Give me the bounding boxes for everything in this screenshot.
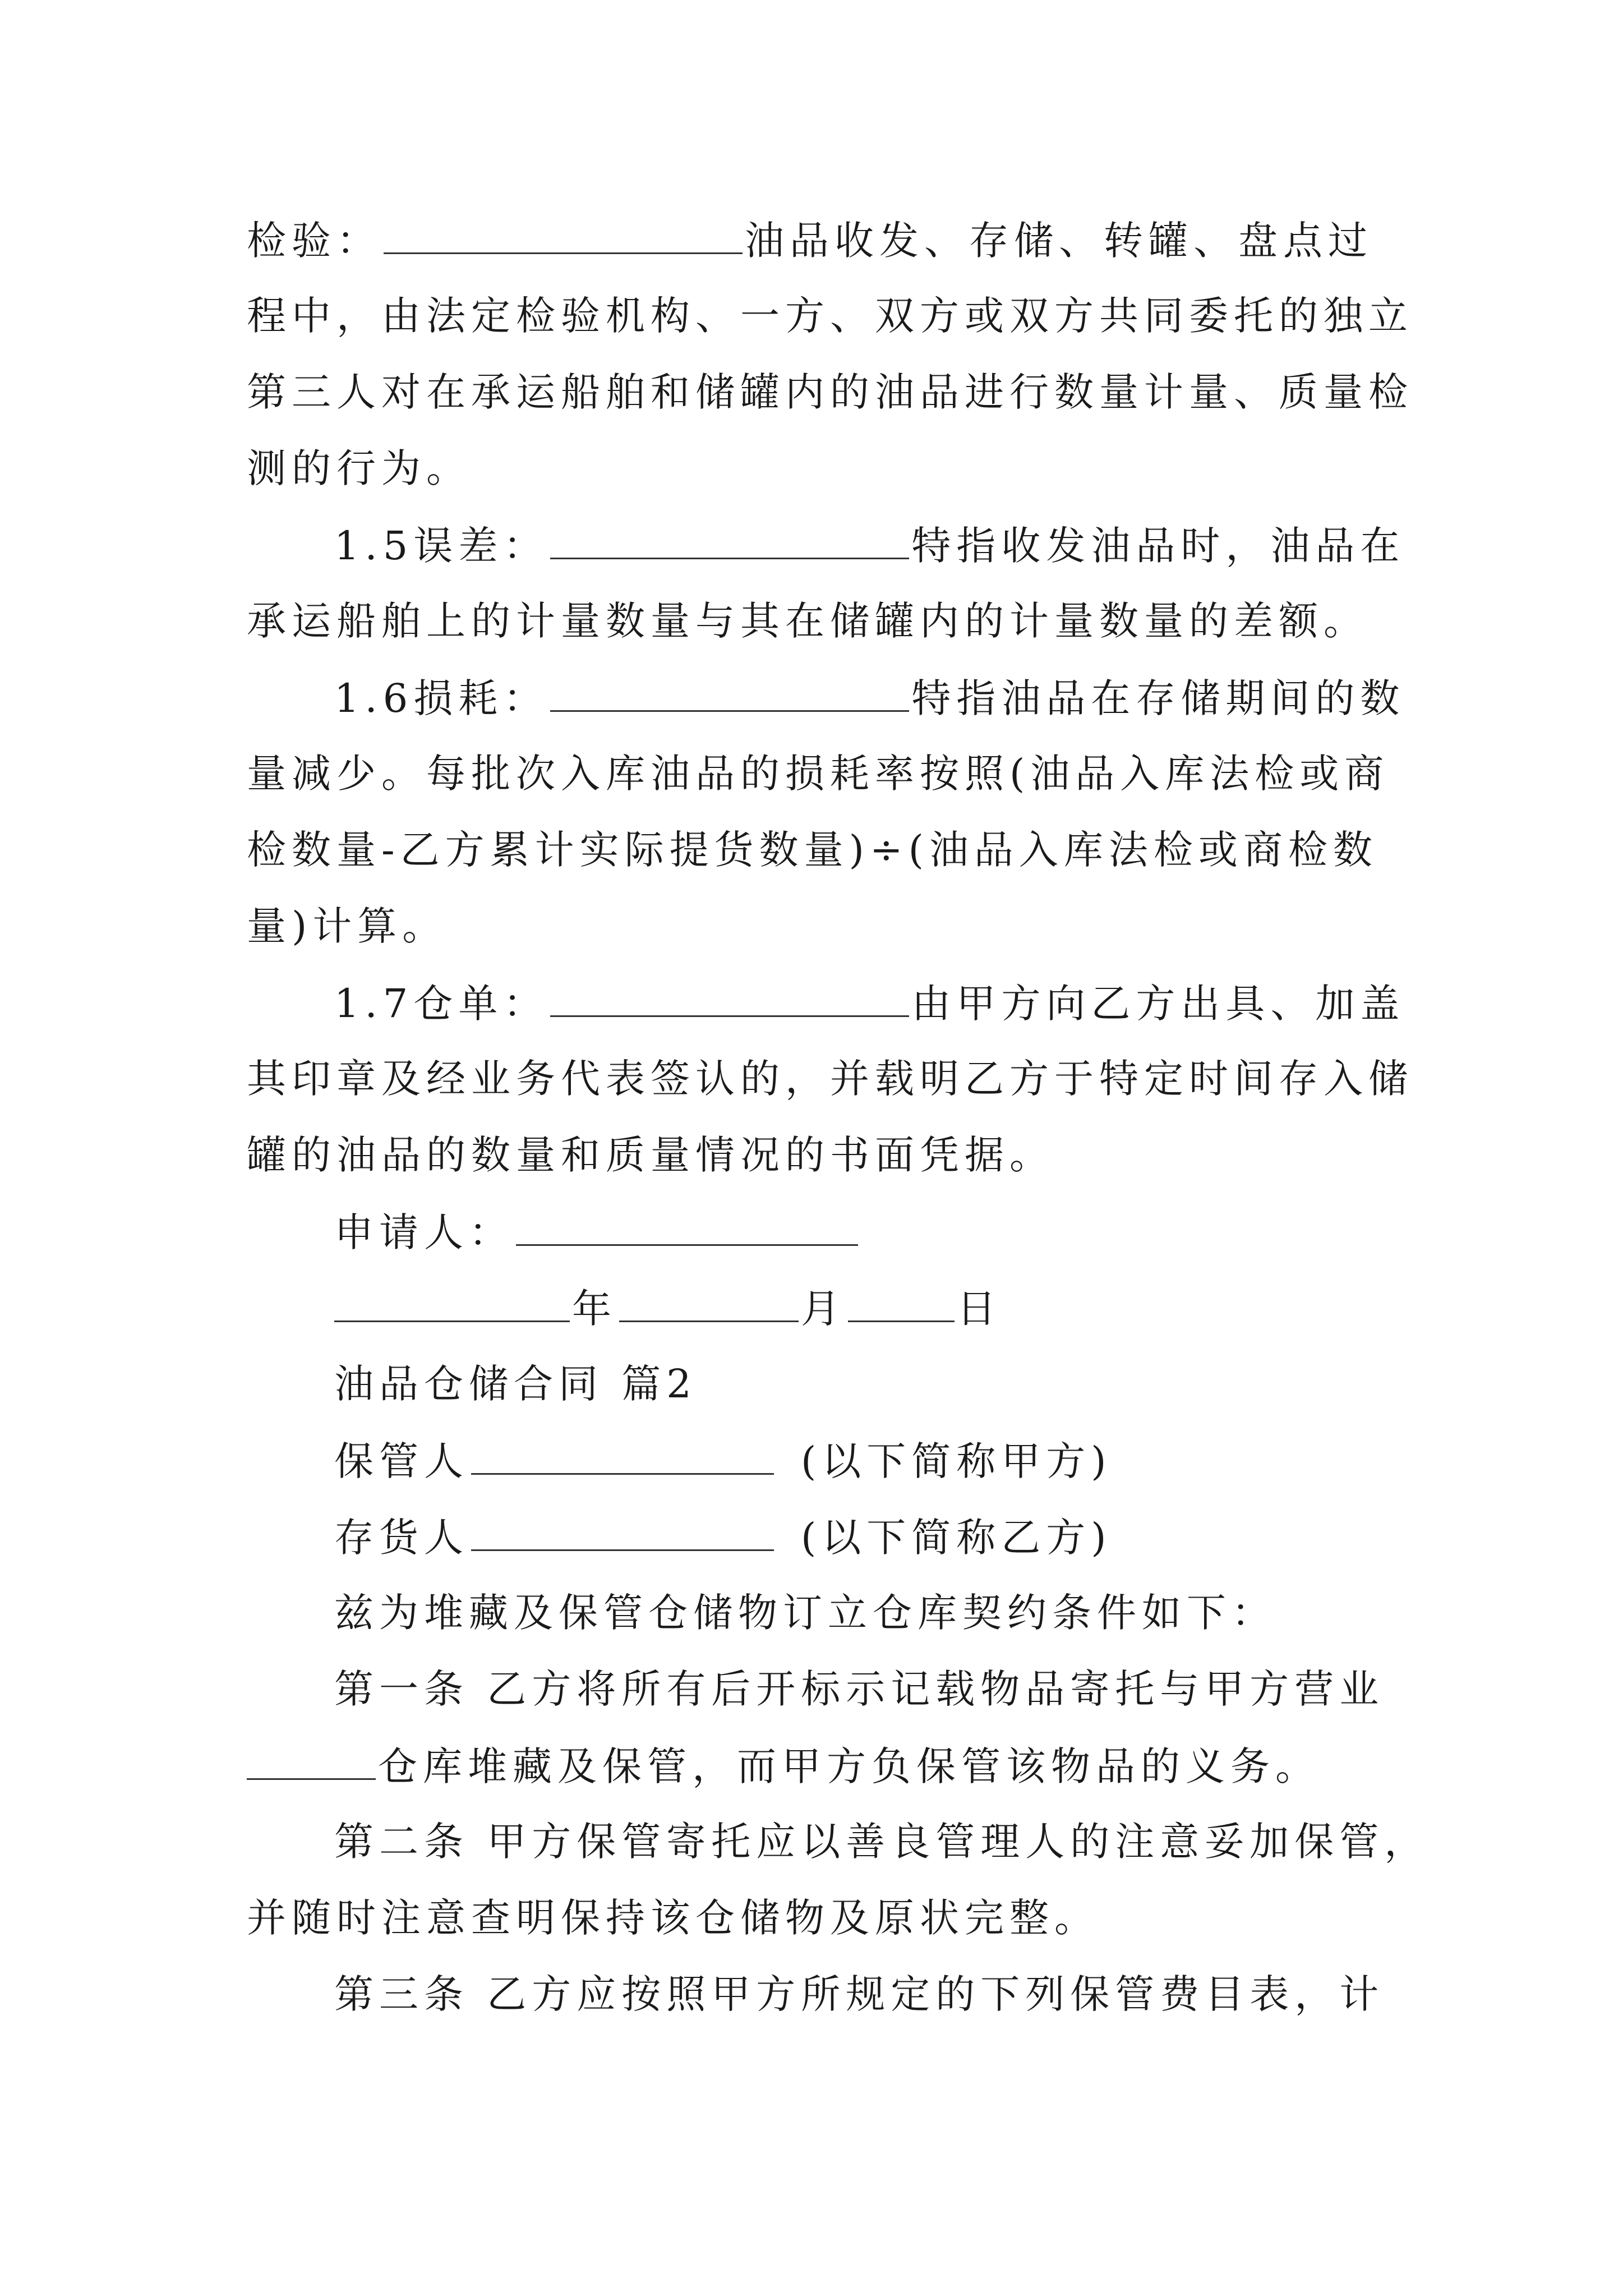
definition-inspection-line-3: 第三人对在承运船舶和储罐内的油品进行数量计量、质量检 bbox=[247, 369, 1413, 415]
month-field[interactable] bbox=[619, 1288, 799, 1322]
article-1-line-1: 第一条 乙方将所有后开标示记载物品寄托与甲方营业 bbox=[334, 1666, 1385, 1712]
clause-number: 1.6 bbox=[334, 675, 414, 721]
article-2-line-2: 并随时注意查明保持该仓储物及原状完整。 bbox=[247, 1895, 1099, 1941]
month-label: 月 bbox=[801, 1286, 846, 1332]
article-3-line-1: 第三条 乙方应按照甲方所规定的下列保管费目表，计 bbox=[334, 1971, 1385, 2017]
custodian-name-field[interactable] bbox=[471, 1441, 774, 1475]
custodian-line bbox=[334, 1438, 1112, 1484]
definition-error-line-1 bbox=[334, 523, 1405, 569]
depositor-name-field[interactable] bbox=[471, 1517, 774, 1551]
fill-in-blank[interactable] bbox=[247, 1746, 376, 1780]
applicant-label: 申请人： bbox=[334, 1209, 514, 1255]
definition-error-line-2: 承运船舶上的计量数量与其在储罐内的计量数量的差额。 bbox=[247, 598, 1368, 644]
definition-receipt-line-3: 罐的油品的数量和质量情况的书面凭据。 bbox=[247, 1132, 1054, 1178]
definition-text: 油品收发、存储、转罐、盘点过 bbox=[745, 218, 1373, 264]
depositor-note: (以下简称乙方) bbox=[801, 1515, 1112, 1561]
fill-in-blank[interactable] bbox=[550, 678, 909, 712]
applicant-line bbox=[334, 1209, 860, 1255]
depositor-line bbox=[334, 1515, 1112, 1561]
clause-number: 1.5 bbox=[334, 523, 414, 569]
fill-in-blank[interactable] bbox=[550, 983, 909, 1017]
year-field[interactable] bbox=[334, 1288, 570, 1322]
definition-loss-line-3: 检数量-乙方累计实际提货数量)÷(油品入库法检或商检数 bbox=[247, 827, 1378, 873]
fill-in-blank[interactable] bbox=[384, 220, 743, 254]
depositor-label: 存货人 bbox=[334, 1515, 469, 1561]
applicant-signature-field[interactable] bbox=[516, 1212, 858, 1246]
definition-inspection-line-2: 程中，由法定检验机构、一方、双方或双方共同委托的独立 bbox=[247, 293, 1413, 339]
definition-receipt-line-1 bbox=[334, 981, 1405, 1027]
definition-term: 损耗： bbox=[413, 675, 548, 721]
definition-loss-line-1 bbox=[334, 675, 1405, 721]
clause-number: 1.7 bbox=[334, 981, 414, 1027]
definition-term: 检验： bbox=[247, 218, 381, 264]
definition-text: 特指油品在存储期间的数 bbox=[911, 675, 1405, 721]
definition-inspection-line-4: 测的行为。 bbox=[247, 445, 471, 491]
day-label: 日 bbox=[957, 1286, 1002, 1332]
custodian-label: 保管人 bbox=[334, 1438, 469, 1484]
definition-receipt-line-2: 其印章及经业务代表签认的，并载明乙方于特定时间存入储 bbox=[247, 1056, 1413, 1102]
day-field[interactable] bbox=[848, 1288, 955, 1322]
definition-loss-line-2: 量减少。每批次入库油品的损耗率按照(油品入库法检或商 bbox=[247, 751, 1390, 797]
fill-in-blank[interactable] bbox=[550, 525, 909, 559]
custodian-note: (以下简称甲方) bbox=[801, 1438, 1112, 1484]
contract-intro: 兹为堆藏及保管仓储物订立仓库契约条件如下： bbox=[334, 1590, 1276, 1636]
definition-text: 由甲方向乙方出具、加盖 bbox=[911, 981, 1405, 1027]
article-text: 仓库堆藏及保管，而甲方负保管该物品的义务。 bbox=[378, 1743, 1320, 1789]
definition-inspection-line-1 bbox=[247, 218, 1373, 264]
date-line bbox=[334, 1286, 1002, 1332]
definition-loss-line-4: 量)计算。 bbox=[247, 903, 448, 949]
definition-text: 特指收发油品时，油品在 bbox=[911, 523, 1405, 569]
year-label: 年 bbox=[572, 1286, 617, 1332]
definition-term: 仓单： bbox=[413, 981, 548, 1027]
section-title: 油品仓储合同 篇2 bbox=[334, 1361, 697, 1407]
definition-term: 误差： bbox=[413, 523, 548, 569]
article-2-line-1: 第二条 甲方保管寄托应以善良管理人的注意妥加保管， bbox=[334, 1819, 1430, 1865]
article-1-line-2 bbox=[247, 1743, 1320, 1789]
